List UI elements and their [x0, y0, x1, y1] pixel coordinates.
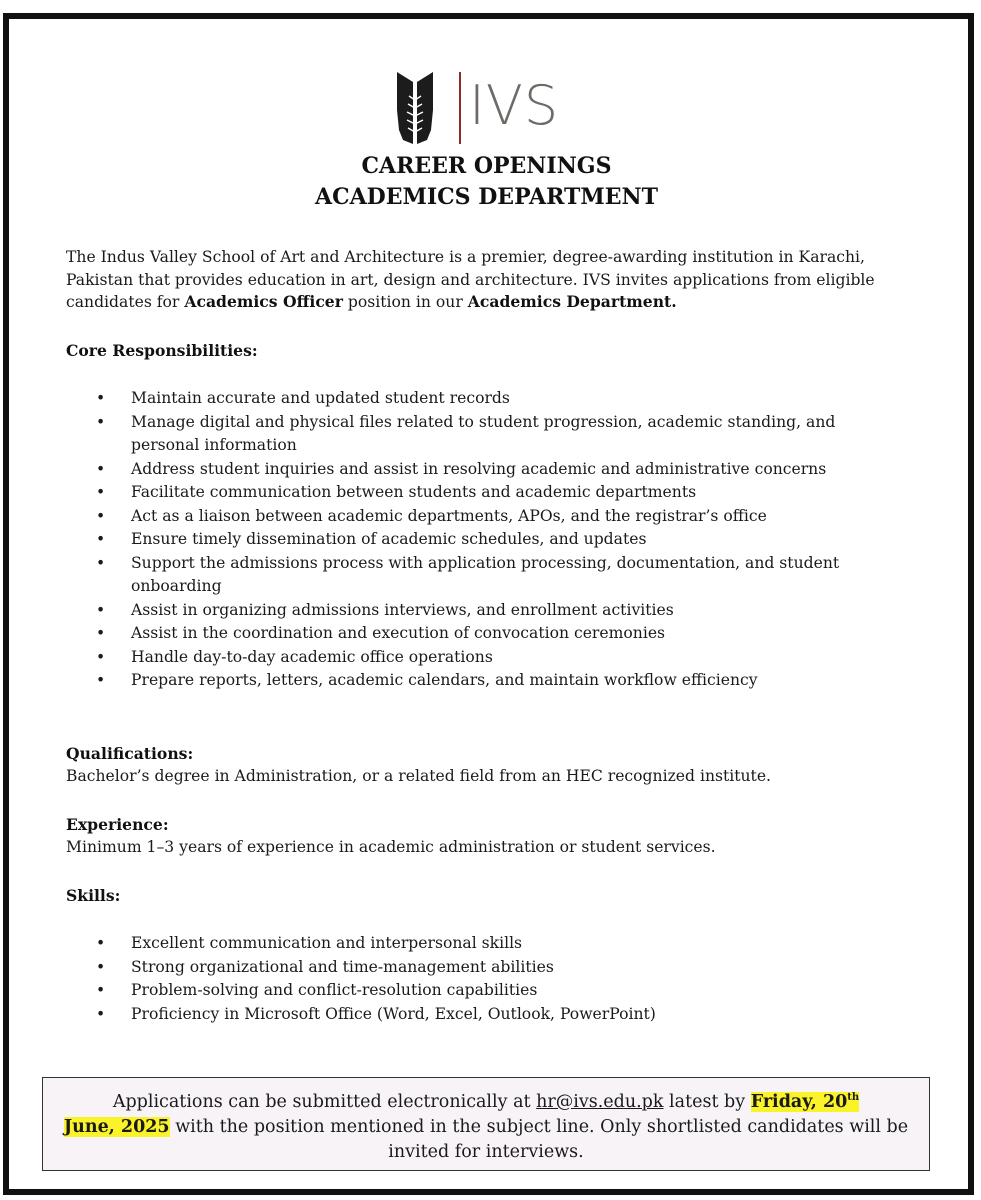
book-emblem-icon — [395, 70, 435, 146]
responsibility-item: • Maintain accurate and updated student records — [66, 387, 906, 411]
responsibility-item: • Support the admissions process with application processing, documentation, and student onboarding — [66, 552, 906, 599]
skill-item: • Excellent communication and interpersonal skills — [66, 932, 906, 956]
ivs-logo — [395, 70, 575, 150]
email-link[interactable]: hr@ivs.edu.pk — [536, 1091, 664, 1112]
experience-heading: Experience: — [66, 815, 169, 834]
application-notice: Applications can be submitted electronically at hr@ivs.edu.pk latest by Friday, 20th June, 2025 with the position mentioned in the subject line. Only shortlisted candidates will be invited for interviews. — [42, 1077, 930, 1171]
responsibilities-heading: Core Responsibilities: — [66, 341, 258, 360]
responsibility-item: • Ensure timely dissemination of academic schedules, and updates — [66, 528, 906, 552]
responsibility-item: • Assist in organizing admissions interviews, and enrollment activities — [66, 599, 906, 623]
page-title: CAREER OPENINGS — [361, 153, 612, 179]
responsibilities-list — [66, 387, 906, 693]
logo-text: IVS — [469, 74, 560, 137]
responsibility-item: • Prepare reports, letters, academic calendars, and maintain workflow efficiency — [66, 669, 906, 693]
deadline-highlight: Friday, 20th June, 2025 — [63, 1091, 860, 1137]
department-name: Academics Department. — [467, 292, 677, 311]
skill-item: • Problem-solving and conflict-resolution capabilities — [66, 979, 906, 1003]
position-name: Academics Officer — [184, 292, 343, 311]
skills-heading: Skills: — [66, 886, 121, 905]
logo-divider — [459, 72, 461, 144]
intro-paragraph: The Indus Valley School of Art and Architecture is a premier, degree-awarding institution in Karachi, Pakistan that provides education in art, design and architecture. IVS invites applications from eligible candidates for Academics Officer position in our Academics Department. — [66, 248, 875, 311]
experience-text: Minimum 1–3 years of experience in academic administration or student services. — [66, 838, 716, 856]
responsibility-item: • Address student inquiries and assist in resolving academic and administrative concerns — [66, 458, 906, 482]
qualifications-heading: Qualifications: — [66, 744, 194, 763]
skill-item: • Strong organizational and time-management abilities — [66, 956, 906, 980]
skill-item: • Proficiency in Microsoft Office (Word, Excel, Outlook, PowerPoint) — [66, 1003, 906, 1027]
page-subtitle: ACADEMICS DEPARTMENT — [315, 184, 658, 210]
responsibility-item: • Handle day-to-day academic office operations — [66, 646, 906, 670]
skills-list — [66, 932, 906, 1026]
responsibility-item: • Act as a liaison between academic departments, APOs, and the registrar’s office — [66, 505, 906, 529]
responsibility-item: • Facilitate communication between students and academic departments — [66, 481, 906, 505]
responsibility-item: • Manage digital and physical files related to student progression, academic standing, and personal information — [66, 411, 906, 458]
responsibility-item: • Assist in the coordination and execution of convocation ceremonies — [66, 622, 906, 646]
qualifications-text: Bachelor’s degree in Administration, or a related field from an HEC recognized institute. — [66, 767, 772, 785]
